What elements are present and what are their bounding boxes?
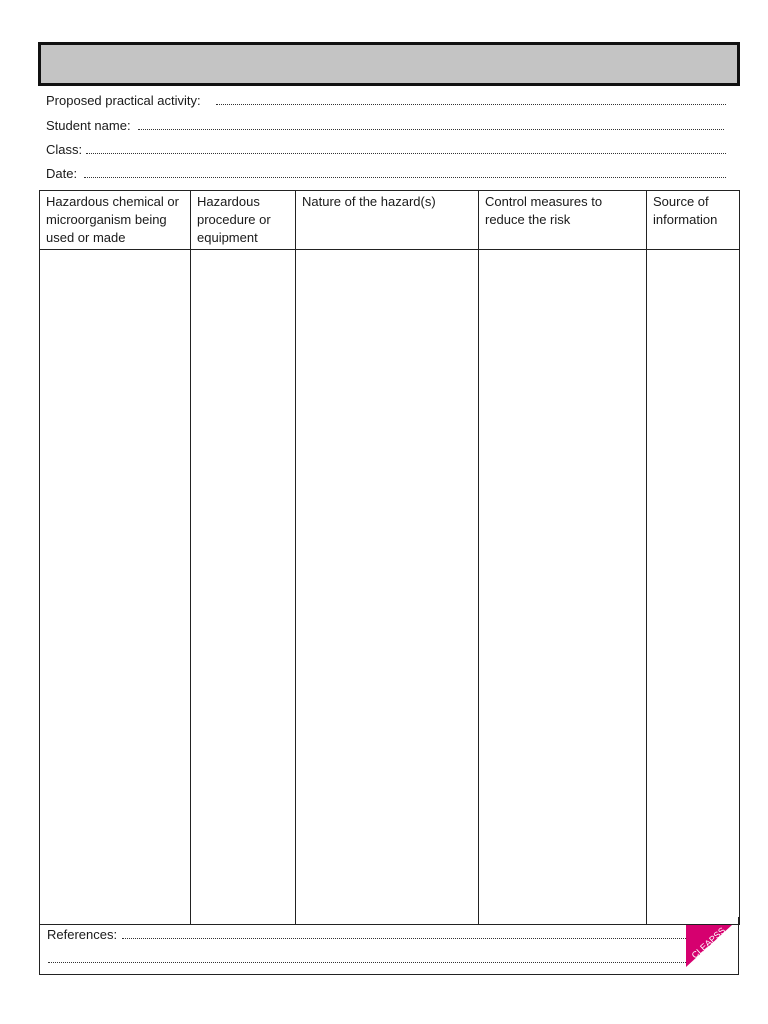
date-label: Date: xyxy=(46,166,78,181)
activity-dotted-line xyxy=(216,104,726,105)
header-source-of-information: Source of information xyxy=(647,191,740,250)
table-row xyxy=(40,250,740,925)
cell-hazardous-procedure[interactable] xyxy=(191,250,296,925)
date-field[interactable] xyxy=(46,166,728,182)
cell-hazardous-chemical[interactable] xyxy=(40,250,191,925)
date-dotted-line xyxy=(84,177,726,178)
class-field[interactable] xyxy=(46,142,728,158)
header-control-measures: Control measures to reduce the risk xyxy=(479,191,647,250)
student-name-dotted-line xyxy=(138,129,724,130)
table-header-row xyxy=(40,191,740,250)
student-name-label: Student name: xyxy=(46,118,131,133)
class-label: Class: xyxy=(46,142,83,157)
references-section[interactable] xyxy=(39,917,739,975)
student-name-field[interactable] xyxy=(46,118,728,134)
header-hazardous-procedure: Hazardous procedure or equipment xyxy=(191,191,296,250)
header-nature-of-hazard: Nature of the hazard(s) xyxy=(296,191,479,250)
cleapss-logo-text: CLEAPSS xyxy=(689,925,728,961)
references-label: References: xyxy=(47,927,118,942)
cell-nature-of-hazard[interactable] xyxy=(296,250,479,925)
references-dotted-line-1 xyxy=(122,938,688,939)
header-hazardous-chemical: Hazardous chemical or microorganism being used or made xyxy=(40,191,191,250)
cell-source-of-information[interactable] xyxy=(647,250,740,925)
class-dotted-line xyxy=(86,153,726,154)
cell-control-measures[interactable] xyxy=(479,250,647,925)
activity-field[interactable] xyxy=(46,93,728,109)
references-dotted-line-2 xyxy=(48,962,688,963)
title-banner xyxy=(38,42,740,86)
cleapss-logo xyxy=(686,925,732,967)
risk-assessment-table xyxy=(39,190,740,925)
activity-label: Proposed practical activity: xyxy=(46,93,201,108)
